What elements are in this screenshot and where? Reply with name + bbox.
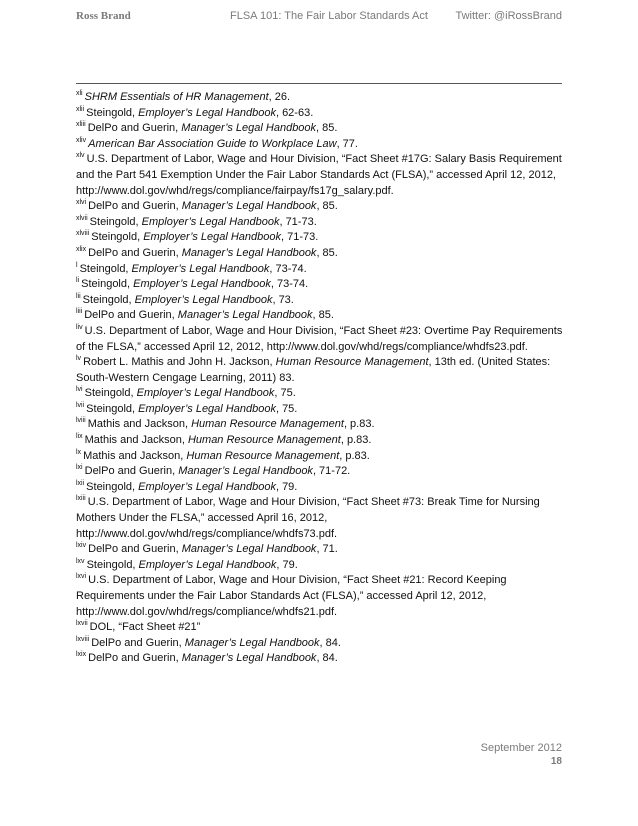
- endnote-text-post: , 71-73.: [281, 231, 319, 244]
- endnote: [76, 433, 566, 449]
- endnote-number: lvi: [76, 386, 83, 394]
- endnote: [76, 558, 566, 574]
- endnote-text: Steingold,: [86, 402, 139, 415]
- endnote-text: Mathis and Jackson,: [84, 434, 188, 447]
- endnote-text-post: , 79.: [275, 480, 298, 493]
- endnote-title: SHRM Essentials of HR Management: [84, 91, 269, 103]
- endnote: [76, 464, 566, 480]
- endnote-number: lii: [76, 292, 81, 300]
- endnote-title: Employer’s Legal Handbook: [143, 231, 282, 244]
- endnote: [76, 355, 566, 386]
- endnote-title: Manager’s Legal Handbook: [177, 309, 313, 322]
- endnote-number: lxix: [76, 651, 87, 659]
- endnote-text: U.S. Department of Labor, Wage and Hour Division, “Fact Sheet #21: Record Keeping Requirements under the Fair Labor Standards Act (FLSA),” accessed April 12, 2012, http://www.dol.gov/whd/regs/compliance/whdfs21.pdf.: [76, 574, 507, 618]
- endnote-text-post: , 79.: [276, 558, 298, 571]
- endnote-number: xlv: [76, 152, 85, 160]
- endnote-number: xli: [76, 90, 83, 97]
- endnote-number: l: [76, 261, 78, 269]
- endnote-number: lxiii: [76, 495, 86, 503]
- endnote: [76, 542, 566, 558]
- endnote-text: Steingold,: [82, 293, 135, 306]
- endnote-text: DelPo and Guerin,: [84, 309, 178, 322]
- endnote: [76, 246, 566, 262]
- endnote-title: American Bar Association Guide to Workplace Law: [88, 137, 337, 150]
- endnote: [76, 620, 566, 636]
- endnote-text-post: , 71-72.: [312, 465, 351, 478]
- endnote-number: lxii: [76, 479, 85, 487]
- endnote-number: xlvii: [76, 214, 88, 222]
- endnote-text: Steingold,: [79, 262, 132, 275]
- page-header: [76, 10, 562, 28]
- endnote-text-post: , 73-74.: [270, 278, 309, 291]
- endnote-number: lxi: [76, 464, 83, 472]
- endnote: [76, 262, 566, 278]
- endnote-number: liii: [76, 308, 83, 316]
- endnote-title: Manager’s Legal Handbook: [184, 636, 320, 649]
- endnote-text: U.S. Department of Labor, Wage and Hour Division, “Fact Sheet #73: Break Time for Nursing Mothers Under the FLSA,” accessed April 16, 2012, http://www.dol.gov/whd/regs/compliance/whdfs73.pdf.: [76, 496, 540, 540]
- endnote-number: lv: [76, 355, 82, 363]
- endnote-text: DelPo and Guerin,: [88, 246, 182, 259]
- endnote: [76, 417, 566, 433]
- endnote-text: Steingold,: [84, 387, 137, 400]
- endnote: [76, 230, 566, 246]
- endnote-text-post: , 13th ed. (United States: South-Western Cengage Learning, 2011) 83.: [76, 356, 551, 384]
- endnote-text-post: , 77.: [336, 137, 358, 150]
- endnote-title: Manager’s Legal Handbook: [181, 246, 317, 259]
- endnote-title: Employer’s Legal Handbook: [138, 402, 276, 415]
- endnote-title: Manager’s Legal Handbook: [181, 122, 317, 135]
- endnote-text-post: , 71-73.: [279, 215, 317, 228]
- endnote: [76, 137, 566, 153]
- endnote-text-post: , p.83.: [339, 449, 370, 462]
- endnote-text: Mathis and Jackson,: [83, 449, 187, 462]
- endnote-number: lxvii: [76, 620, 88, 628]
- endnote-text: DelPo and Guerin,: [88, 543, 182, 556]
- endnote-number: lxvi: [76, 573, 87, 581]
- endnote-text-post: , 85.: [312, 309, 334, 322]
- endnote-text-post: , 84.: [319, 636, 341, 649]
- endnote-text-post: , p.83.: [343, 418, 375, 431]
- endnote-text-post: , 85.: [316, 200, 338, 213]
- endnote-title: Human Resource Management: [275, 356, 429, 369]
- endnote-number: xliv: [76, 136, 87, 144]
- endnote: [76, 651, 566, 667]
- endnote-title: Manager’s Legal Handbook: [181, 200, 317, 213]
- endnote-text-post: , 71.: [316, 543, 338, 556]
- endnote: [76, 449, 566, 465]
- endnote-text: U.S. Department of Labor, Wage and Hour Division, “Fact Sheet #23: Overtime Pay Requirements of the FLSA,” accessed April 12, 2012, http://www.dol.gov/whd/regs/compliance/whdfs23.pdf.: [76, 324, 563, 353]
- endnote: [76, 324, 566, 355]
- endnote-text: U.S. Department of Labor, Wage and Hour Division, “Fact Sheet #17G: Salary Basis Requirement and the Part 541 Exemption Under the Fair Labor Standards Act (FLSA),” accessed April 12, 2012, http://www.dol.gov/whd/regs/compliance/fairpay/fs17g_salary.pdf.: [76, 153, 562, 197]
- endnote: [76, 121, 566, 137]
- endnote-number: lix: [76, 433, 83, 441]
- endnote: [76, 90, 566, 106]
- endnote-text: DelPo and Guerin,: [84, 465, 179, 478]
- endnote: [76, 495, 566, 542]
- endnote-text-post: , 85.: [316, 122, 338, 135]
- endnote-number: liv: [76, 323, 83, 331]
- endnote-title: Employer’s Legal Handbook: [138, 106, 276, 119]
- endnote: [76, 402, 566, 418]
- endnote-title: Employer’s Legal Handbook: [141, 215, 280, 228]
- endnote-text-post: , 26.: [268, 91, 291, 103]
- endnote-text-post: , 75.: [275, 402, 298, 415]
- endnote-text-post: , 75.: [274, 387, 296, 400]
- endnote-number: xlvi: [76, 199, 87, 207]
- endnote-text: DOL, “Fact Sheet #21”: [89, 621, 201, 634]
- endnotes-list: [76, 90, 566, 667]
- endnote-title: Manager’s Legal Handbook: [178, 465, 313, 478]
- endnote-title: Employer’s Legal Handbook: [133, 278, 271, 291]
- endnote-number: xlix: [76, 245, 87, 253]
- footer-date: September 2012: [480, 742, 562, 754]
- header-twitter: Twitter: @iRossBrand: [455, 10, 562, 22]
- endnote-text: Steingold,: [81, 278, 134, 291]
- endnote-text-post: , 62-63.: [275, 106, 314, 119]
- endnote-text: Mathis and Jackson,: [87, 418, 192, 431]
- endnote-text: Steingold,: [86, 558, 139, 571]
- endnote-divider: [76, 83, 562, 84]
- endnote-title: Employer’s Legal Handbook: [136, 387, 275, 400]
- endnote-title: Employer’s Legal Handbook: [134, 293, 273, 306]
- endnote: [76, 293, 566, 309]
- endnote: [76, 636, 566, 652]
- endnote-title: Employer’s Legal Handbook: [138, 480, 276, 493]
- endnote-text: Steingold,: [91, 231, 144, 244]
- endnote: [76, 152, 566, 199]
- endnote-text-post: , 84.: [316, 652, 338, 665]
- endnote-title: Manager’s Legal Handbook: [181, 652, 317, 665]
- endnote-text-post: , 73-74.: [269, 262, 307, 275]
- endnote-title: Human Resource Management: [191, 418, 344, 431]
- endnote-title: Manager’s Legal Handbook: [181, 543, 317, 556]
- endnote: [76, 386, 566, 402]
- endnote-number: lviii: [76, 417, 86, 425]
- endnote-title: Employer’s Legal Handbook: [138, 558, 277, 571]
- endnote-text: Steingold,: [86, 480, 139, 493]
- endnote-text: DelPo and Guerin,: [88, 200, 182, 213]
- endnote-number: xlviii: [76, 230, 90, 238]
- endnote: [76, 199, 566, 215]
- endnote-text-post: , 85.: [316, 246, 338, 259]
- endnote-number: lxiv: [76, 542, 87, 550]
- endnote-title: Human Resource Management: [186, 449, 340, 462]
- endnote: [76, 215, 566, 231]
- endnote-number: li: [76, 277, 80, 285]
- header-title: FLSA 101: The Fair Labor Standards Act: [230, 10, 428, 22]
- endnote-title: Employer’s Legal Handbook: [131, 262, 270, 275]
- endnote: [76, 308, 566, 324]
- page-number: 18: [550, 756, 562, 767]
- endnote-text: DelPo and Guerin,: [87, 122, 182, 135]
- endnote-text: DelPo and Guerin,: [91, 636, 185, 649]
- endnote-number: lxv: [76, 557, 85, 565]
- endnote: [76, 277, 566, 293]
- endnote-title: Human Resource Management: [187, 434, 341, 447]
- endnote-text: DelPo and Guerin,: [88, 652, 182, 665]
- endnote-text-post: , p.83.: [340, 434, 372, 447]
- endnote-number: lvii: [76, 401, 85, 409]
- endnote-text-post: , 73.: [272, 293, 294, 306]
- endnote-number: lxviii: [76, 635, 90, 643]
- header-author: Ross Brand: [76, 10, 131, 22]
- endnote-text: Steingold,: [89, 215, 142, 228]
- endnote-text: Robert L. Mathis and John H. Jackson,: [83, 356, 276, 369]
- endnote-number: lx: [76, 448, 82, 456]
- endnote: [76, 480, 566, 496]
- endnote: [76, 106, 566, 122]
- endnote-text: Steingold,: [86, 106, 139, 119]
- endnote-number: xliii: [76, 121, 86, 129]
- endnote: [76, 573, 566, 620]
- endnote-number: xlii: [76, 105, 85, 113]
